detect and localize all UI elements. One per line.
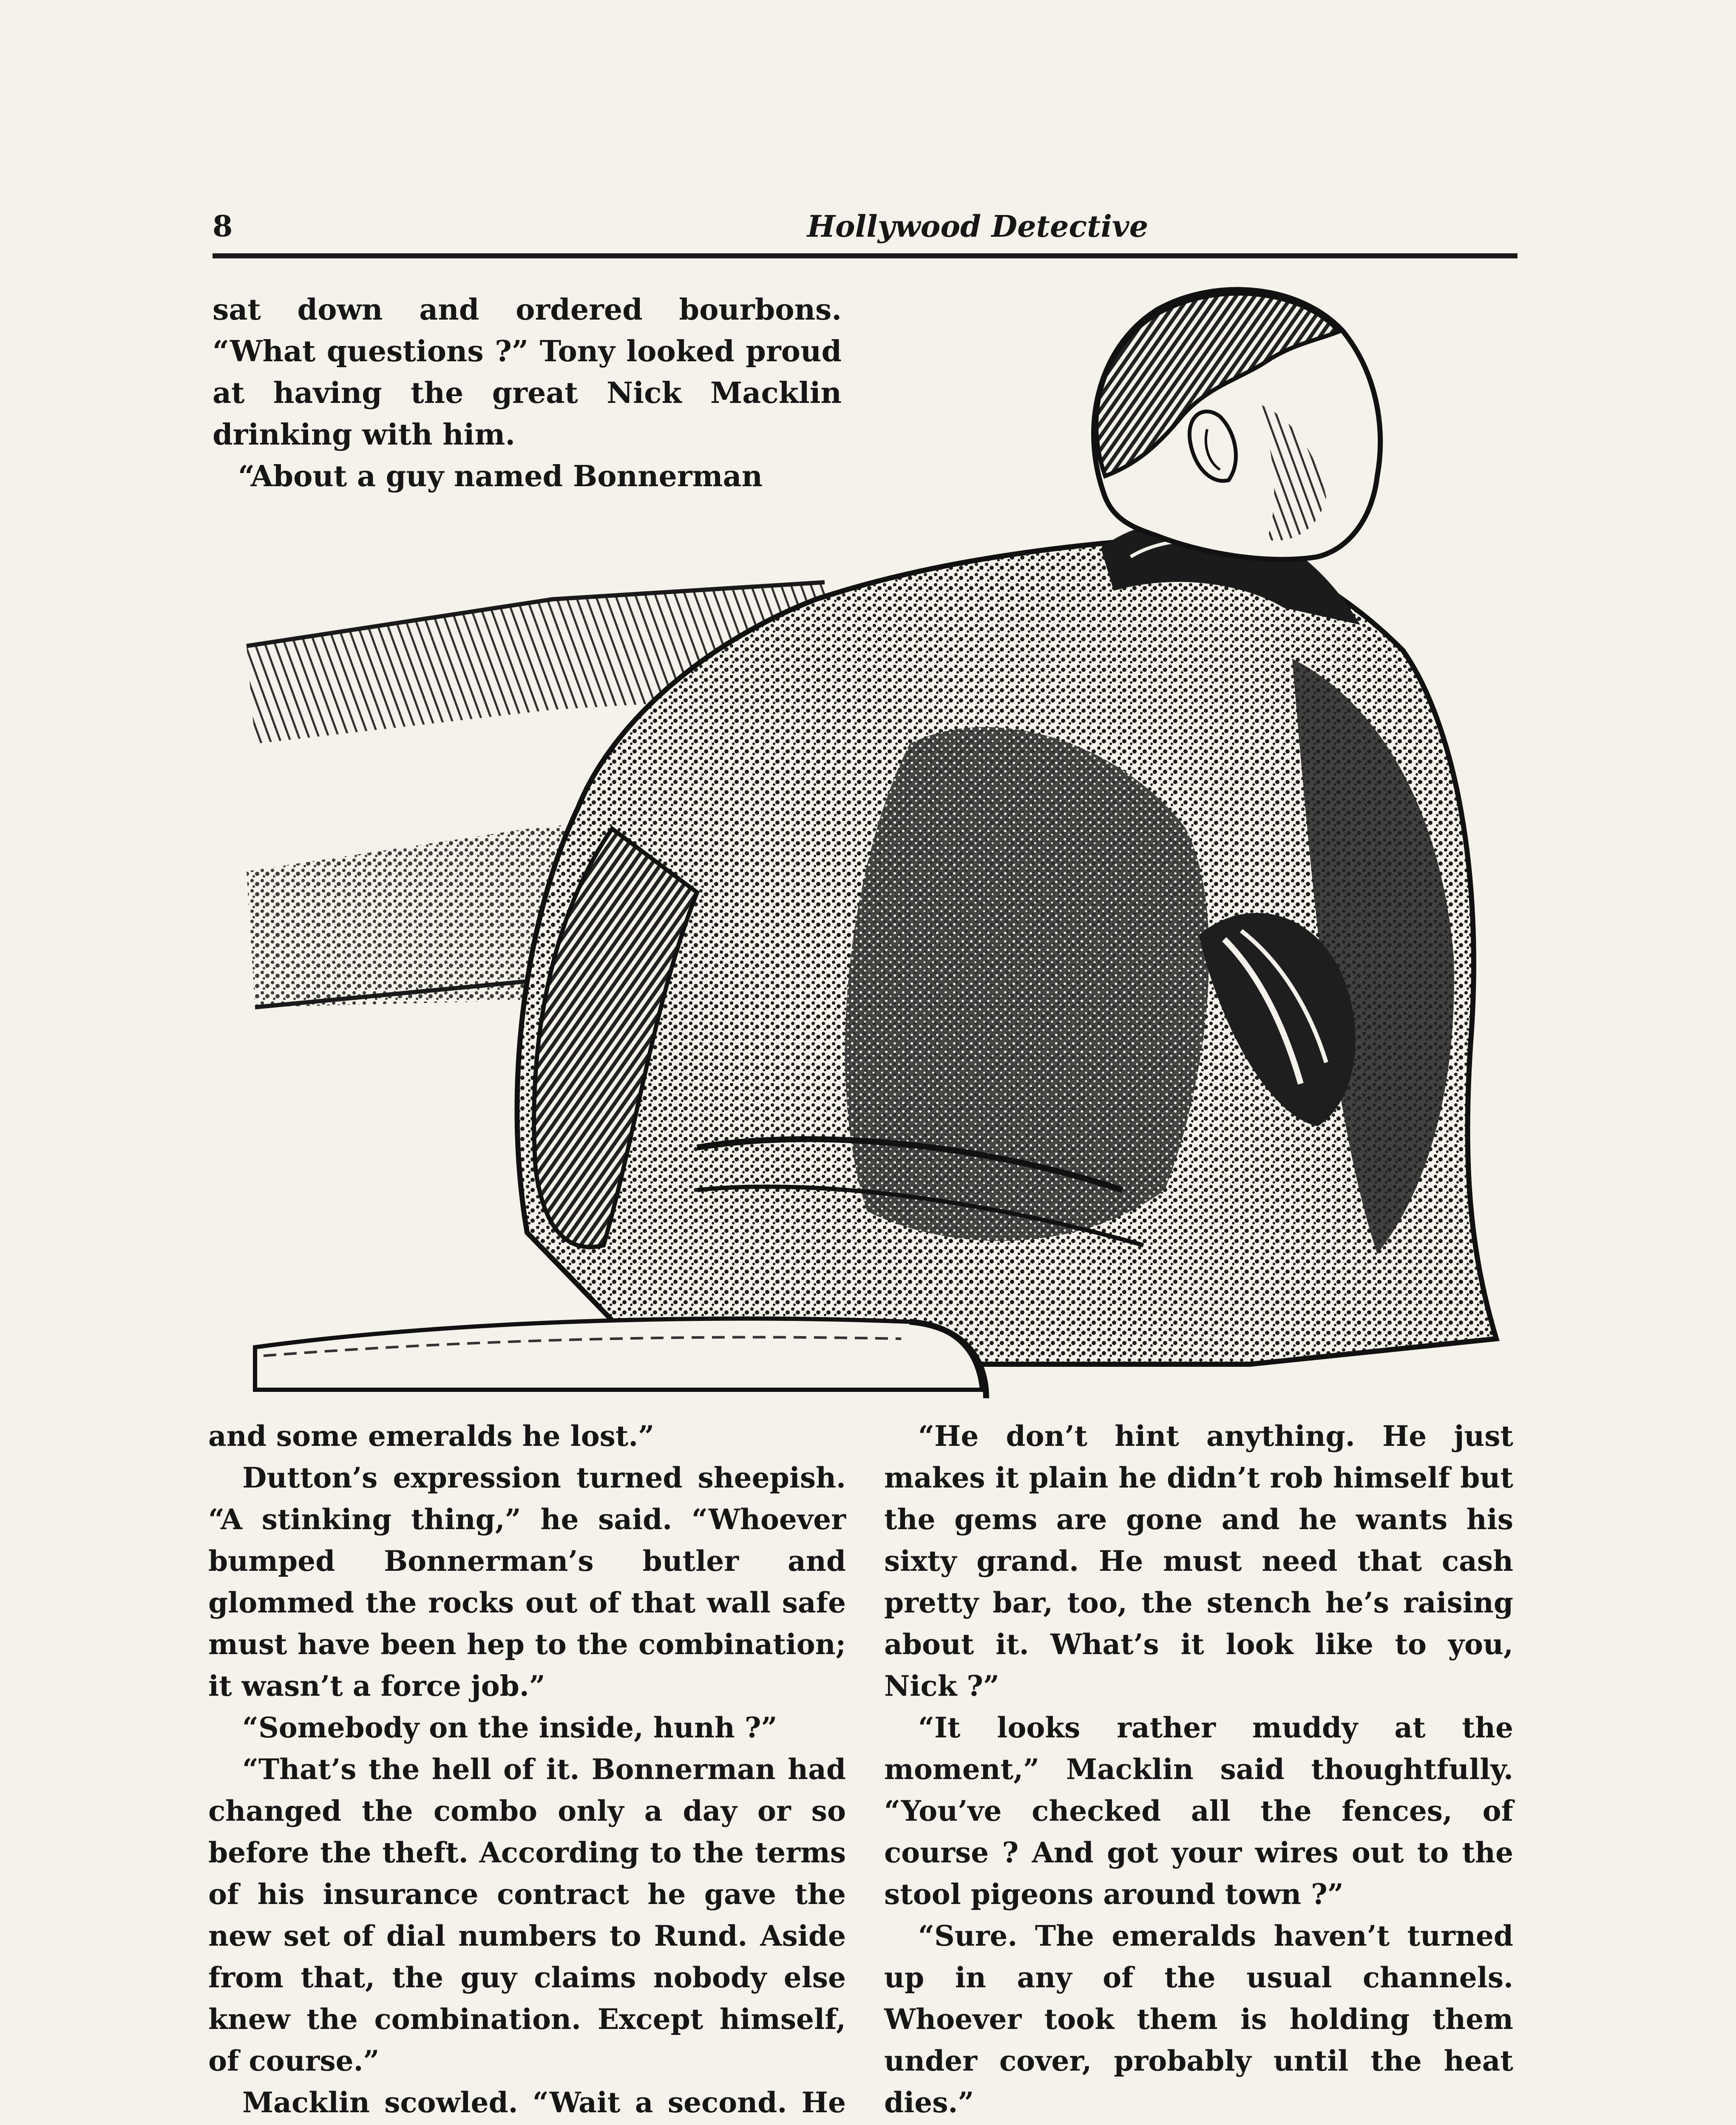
paragraph: Dutton’s expression turned sheepish. “A stinking thing,” he said. “Whoever bumped Bonnerman’s butler and glommed the rocks out of that wall safe must have been hep to the combination; it wasn’t a force job.”: [208, 1461, 846, 1703]
paragraph: “Somebody on the inside, hunh ?”: [242, 1711, 777, 1744]
top-text-block: [213, 289, 842, 497]
paragraph: and some emeralds he lost.”: [208, 1420, 655, 1453]
paragraph: [884, 2123, 1513, 2125]
paragraph: sat down and ordered bourbons. “What questions ?” Tony looked proud at having the great Nick Macklin drinking with him.: [213, 293, 842, 452]
header-rule: [213, 253, 1518, 258]
right-column: [884, 1415, 1513, 2125]
page-header: [213, 207, 1518, 254]
left-column: [208, 1415, 846, 2125]
paragraph: “It looks rather muddy at the moment,” Macklin said thoughtfully. “You’ve checked all the fences, of course ? And got your wires out to the stool pigeons around town ?”: [884, 1711, 1513, 1911]
page-number: 8: [213, 210, 233, 244]
paragraph: “About a guy named Bonnerman: [238, 459, 763, 493]
paragraph: “That’s the hell of it. Bonnerman had changed the combo only a day or so before the theft. According to the terms of his insurance contract he gave the new set of dial numbers to Rund. Aside from that, the guy claims nobody else knew the combination. Except himself, of course.”: [208, 1753, 846, 2077]
paragraph: “He don’t hint anything. He just makes it plain he didn’t rob himself but the gems are gone and he wants his sixty grand. He must need that cash pretty bar, too, the stench he’s raising about it. What’s it look like to you, Nick ?”: [884, 1420, 1513, 1703]
running-title: Hollywood Detective: [807, 209, 1149, 244]
paragraph: “Sure. The emeralds haven’t turned up in any of the usual channels. Whoever took them is holding them under cover, probably until the heat dies.”: [884, 1919, 1513, 2119]
paragraph: Macklin scowled. “Wait a second. He: [242, 2086, 846, 2119]
